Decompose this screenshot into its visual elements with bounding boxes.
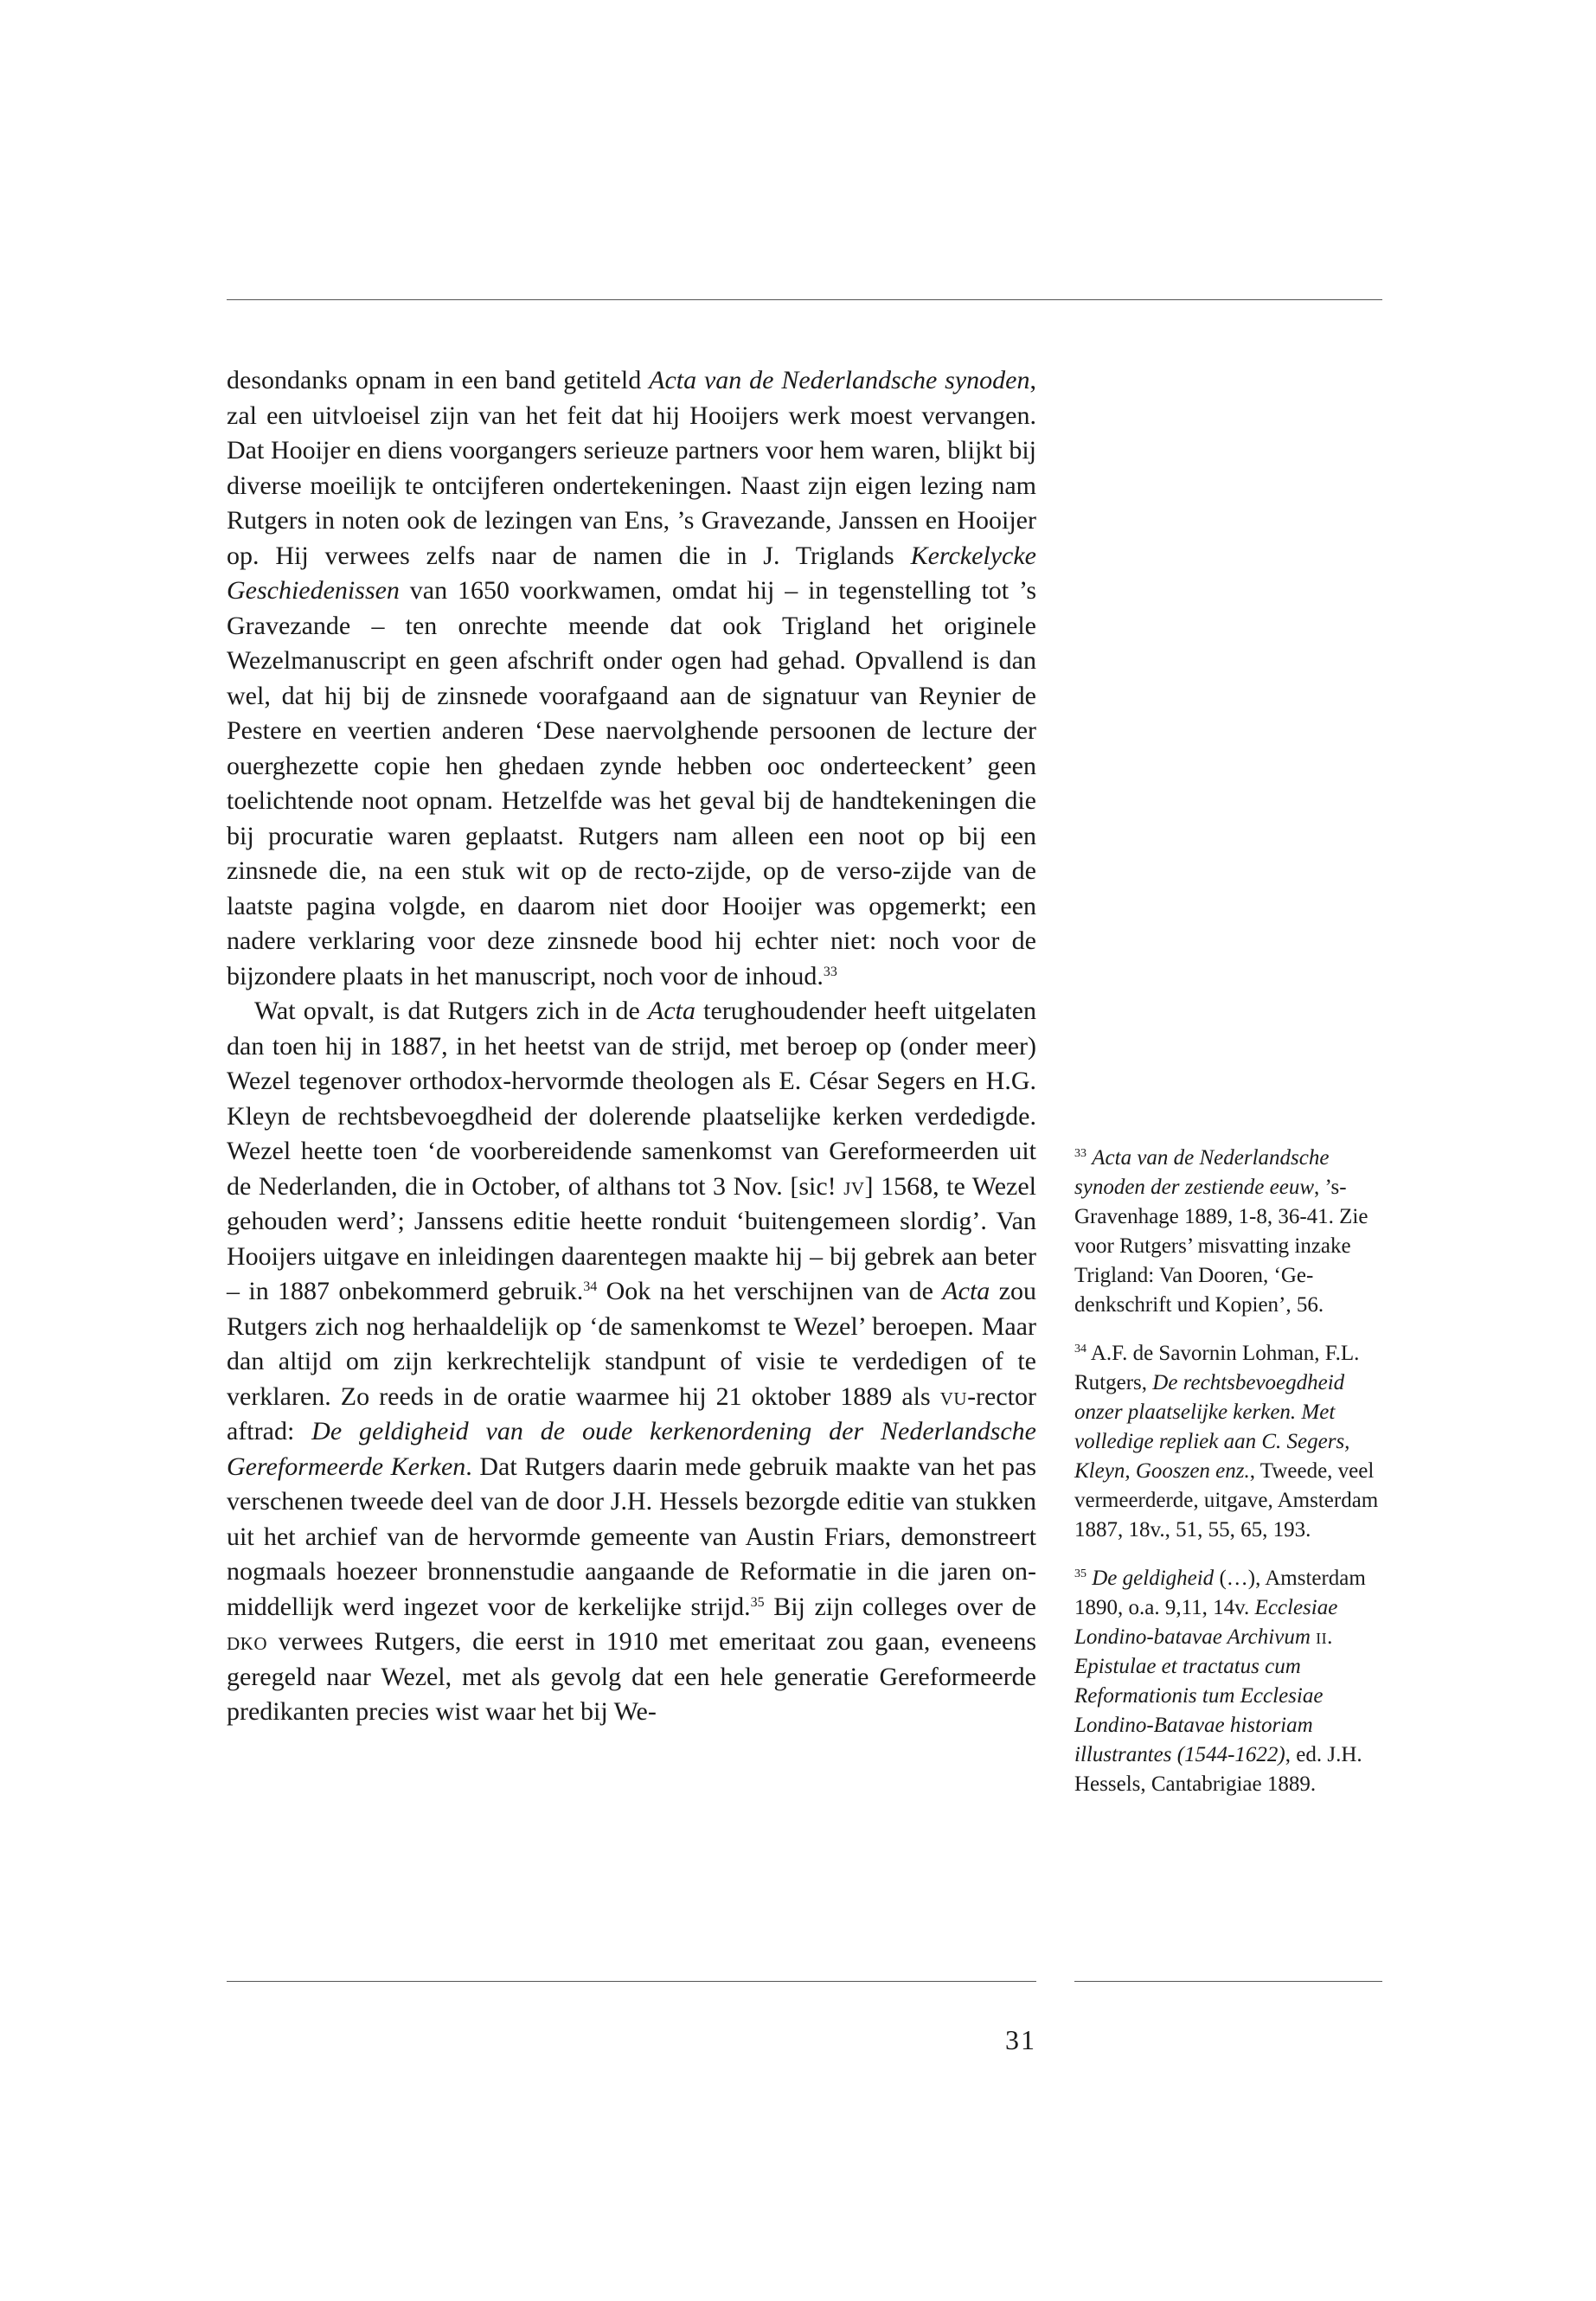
text-run: . Dat Rutgers daarin mede gebruik maakte van het pas verschenen tweede deel van de door J.H. Hessels bezorgde editie van stukken uit het archief van de hervormde gemeente van Austin Friars, demonstreert nogmaals hoezeer bronnenstudie aangaande de Reformatie in die jaren onmiddellijk werd ingezet voor de kerkelijke strijd. <box>227 1452 1036 1621</box>
text-run: zou Rutgers zich nog herhaaldelijk op ‘de samenkomst te Wezel’ beroepen. Maar dan altijd om zijn kerkrechtelijk standpunt of visie te verdedigen of te verklaren. Zo reeds in de oratie waarmee hij 21 oktober 1889 als <box>227 1277 1036 1411</box>
footnote-35 <box>1074 1564 1382 1799</box>
text-run: verwees Rutgers, die eerst in 1910 met emeritaat zou gaan, eveneens geregeld naar Wezel, met als gevolg dat een hele generatie Gereformeerde predikanten precies wist waar het bij We- <box>227 1627 1036 1726</box>
text-run: Ook na het verschijnen van de <box>597 1277 943 1305</box>
small-caps-numeral: ii <box>1316 1625 1328 1649</box>
footnote-number: 33 <box>1074 1147 1086 1160</box>
footnote-ref-34[interactable]: 34 <box>583 1279 598 1294</box>
text-run: , ed. J.H. Hessels, Cantabrigiae 1889. <box>1074 1743 1362 1796</box>
italic-title: De rechtsbevoegdheid onzer plaatselijke kerken. Met volledige repliek aan C. Segers, Kleyn, Gooszen enz. <box>1074 1371 1350 1483</box>
footer-rule-notes <box>1074 1981 1382 1982</box>
text-run: ] 1568, te Wezel gehouden werd’; Janssens editie heette ronduit ‘buitengemeen slordig’. Van Hooijers uitgave en inleidingen daarentegen maakte hij – bij gebrek aan beter – in 1887 onbekommerd gebruik. <box>227 1171 1036 1305</box>
footnote-33 <box>1074 1144 1382 1320</box>
footer-rule-main <box>227 1981 1036 1982</box>
italic-title: Epistulae et tractatus cum Reformationis tum Ecclesiae Londino-Batavae historiam illustrantes (1544-1622) <box>1074 1655 1324 1766</box>
italic-title: Kerckelycke Geschiedenissen <box>227 541 1036 605</box>
paragraph-2 <box>227 994 1036 1730</box>
text-run: (…), Amsterdam 1890, o.a. 9,11, 14v. <box>1074 1567 1366 1619</box>
italic-title: Acta <box>942 1277 990 1305</box>
text-run: A.F. de Savornin Lohman, F.L. Rutgers, <box>1074 1342 1360 1394</box>
main-text-column <box>227 363 1036 1730</box>
italic-title: Acta <box>648 997 695 1025</box>
footnote-number: 34 <box>1074 1343 1086 1356</box>
text-run: , Tweede, veel vermeerderde, uitgave, Amsterdam 1887, 18v., 51, 55, 65, 193. <box>1074 1459 1379 1541</box>
text-run: , ’s-Gravenhage 1889, 1-8, 36-41. Zie voor Rutgers’ misvatting inzake Trigland: Van Dooren, ‘Gedenkschrift und Kopien’, 56. <box>1074 1176 1368 1317</box>
page-number: 31 <box>1005 2024 1036 2055</box>
italic-title: Acta van de Nederlandsche synoden der zestiende eeuw <box>1074 1146 1330 1199</box>
text-run: terughoudender heeft uitgelaten dan toen hij in 1887, in het heetst van de strijd, met beroep op (onder meer) Wezel tegenover orthodox-hervormde theologen als E. César Segers en H.G. Kleyn de rechtsbevoegdheid der dolerende plaatselijke kerken verdedigde. Wezel heette toen ‘de voorbereidende samenkomst van Gereformeerden uit de Nederlanden, die in October, of althans tot 3 Nov. [sic! <box>227 997 1036 1201</box>
text-run: Bij zijn colleges over de <box>764 1592 1036 1621</box>
small-caps-abbrev: dko <box>227 1627 267 1656</box>
small-caps-abbrev: vu <box>939 1381 968 1411</box>
italic-title: Ecclesiae Londino-batavae Archivum <box>1074 1596 1338 1649</box>
text-run: van 1650 voorkwamen, omdat hij – in tegenstelling tot ’s Gravezande – ten onrechte meende dat ook Trigland het originele Wezelmanuscript en geen afschrift onder ogen had gehad. Opvallend is dan wel, dat hij bij de zinsnede voorafgaand aan de signatuur van Reynier de Pestere en veertien anderen ‘Dese naervolghende persoonen de lecture der ouerghezette copie hen ghedaen zynde hebben ooc onderteeckent’ geen toelichtende noot opnam. Hetzelfde was het geval bij de handtekeningen die bij procuratie waren geplaatst. Rutgers nam alleen een noot op bij een zinsnede die, na een stuk wit op de recto-zijde, op de verso-zijde van de laatste pagina volgde, en daarom niet door Hooijer was opgemerkt; een nadere verklaring voor deze zinsnede bood hij echter niet: noch voor de bijzondere plaats in het manuscript, noch voor de inhoud. <box>227 576 1036 990</box>
footnotes-column <box>1074 1144 1382 1818</box>
text-run: . <box>1327 1625 1333 1649</box>
footnote-34 <box>1074 1339 1382 1545</box>
italic-title: De geldigheid <box>1092 1567 1215 1590</box>
header-rule <box>227 299 1382 300</box>
text-run: -rector aftrad: <box>227 1381 1036 1445</box>
small-caps-initials: jv <box>843 1171 865 1201</box>
text-run: desondanks opnam in een band getiteld <box>227 366 650 394</box>
text-run: Wat opvalt, is dat Rutgers zich in de <box>254 997 648 1025</box>
paragraph-1 <box>227 363 1036 994</box>
italic-title: Acta van de Nederlandsche synoden <box>649 366 1030 394</box>
footnote-ref-35[interactable]: 35 <box>750 1594 765 1610</box>
footnote-number: 35 <box>1074 1567 1086 1580</box>
italic-title: De geldigheid van de oude kerkenordening der Nederlandsche Gereformeerde Kerken <box>227 1417 1036 1481</box>
text-run: , zal een uitvloeisel zijn van het feit dat hij Hooijers werk moest vervangen. Dat Hooijer en diens voorgangers serieuze partners voor hem waren, blijkt bij diverse moeilijk te ontcijferen ondertekeningen. Naast zijn eigen lezing nam Rutgers in noten ook de lezingen van Ens, ’s Gravezande, Janssen en Hooijer op. Hij verwees zelfs naar de namen die in J. Triglands <box>227 366 1036 570</box>
footnote-ref-33[interactable]: 33 <box>823 964 837 979</box>
